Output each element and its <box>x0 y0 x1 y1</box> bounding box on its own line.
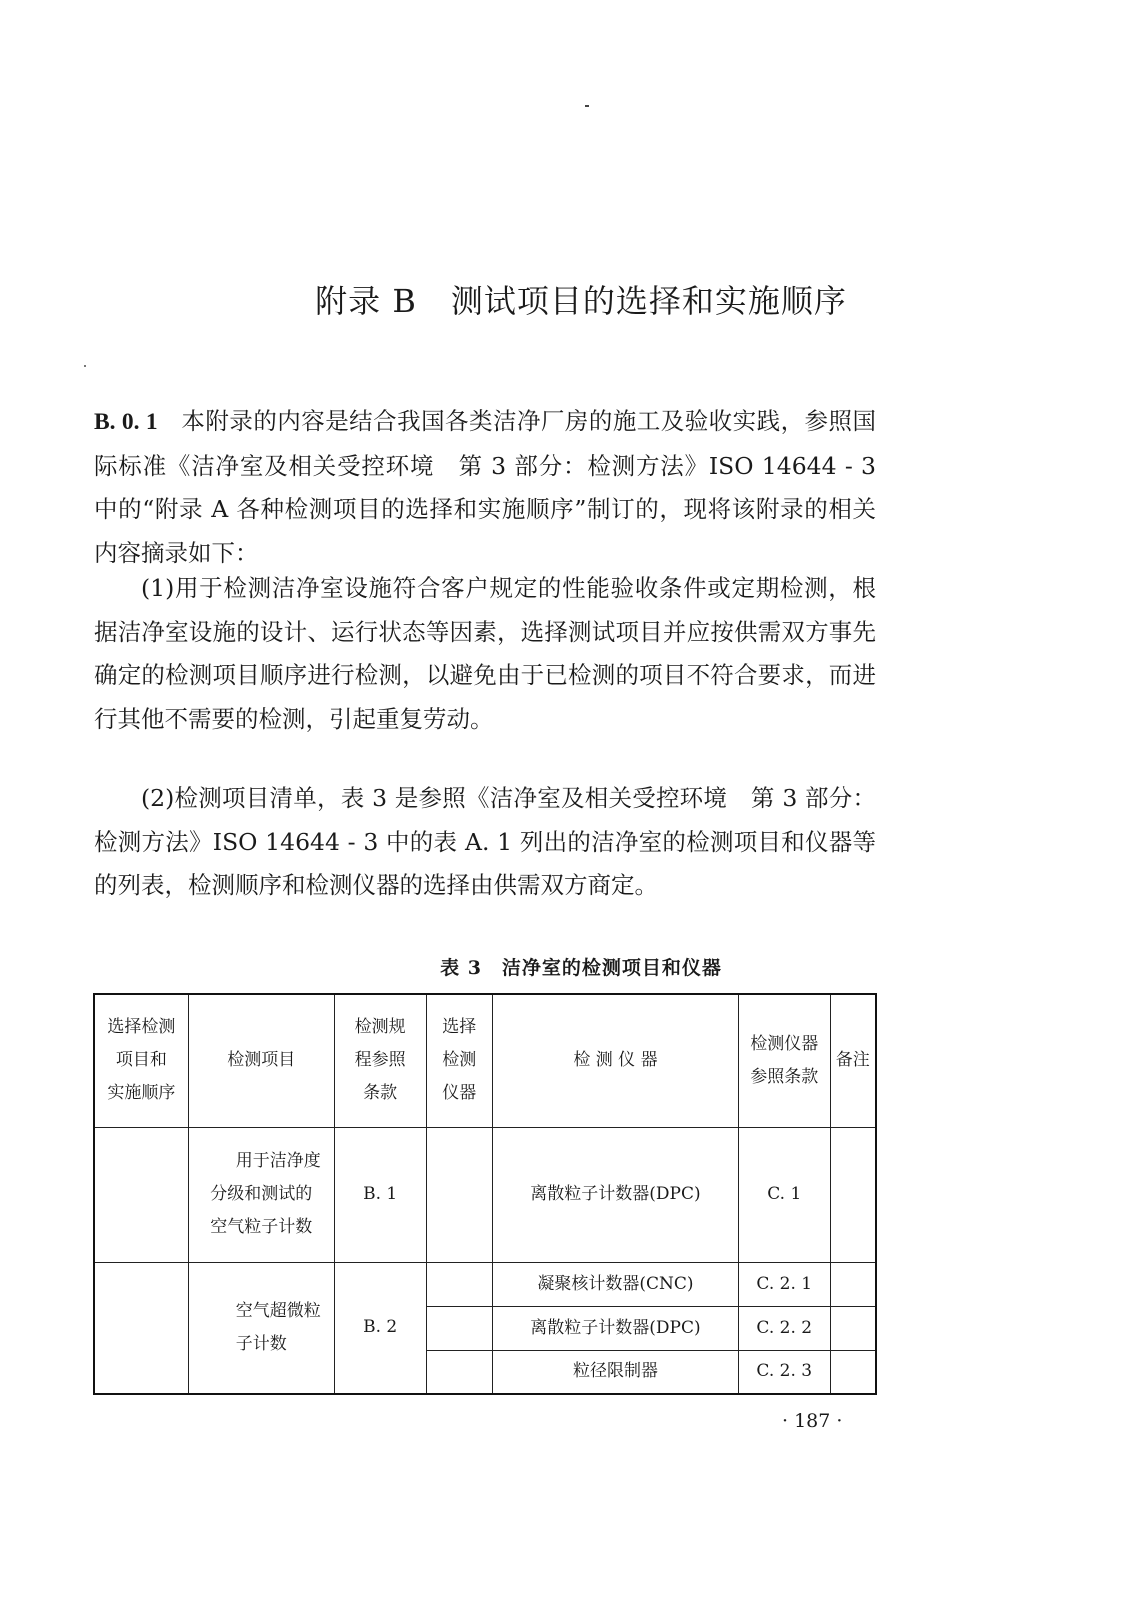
cell-instrument-clause: C. 2. 2 <box>738 1306 830 1350</box>
paragraph-item-1: (1)用于检测洁净室设施符合客户规定的性能验收条件或定期检测，根据洁净室设施的设计、运行状态等因素，选择测试项目并应按供需双方事先确定的检测项目顺序进行检测，以避免由于已检测的项目不符合要求，而进行其他不需要的检测，引起重复劳动。 <box>94 574 876 733</box>
cell-instrument: 离散粒子计数器(DPC) <box>493 1306 739 1350</box>
cell-select <box>426 1306 493 1350</box>
cell-remark <box>830 1127 876 1262</box>
cell-remark <box>830 1262 876 1306</box>
cell-instrument: 凝聚核计数器(CNC) <box>493 1262 739 1306</box>
page-number: · 187 · <box>782 1410 843 1432</box>
table-row <box>94 1262 876 1306</box>
table-caption: 表 3 洁净室的检测项目和仪器 <box>440 957 722 979</box>
header-instrument: 检 测 仪 器 <box>493 994 739 1127</box>
cell-clause: B. 1 <box>334 1127 426 1262</box>
cell-clause: B. 2 <box>334 1262 426 1394</box>
paragraph-b01 <box>94 400 876 575</box>
scan-speck <box>84 365 86 367</box>
cell-select <box>426 1350 493 1394</box>
cell-order <box>94 1262 188 1394</box>
cell-instrument-clause: C. 2. 1 <box>738 1262 830 1306</box>
cell-instrument: 离散粒子计数器(DPC) <box>493 1127 739 1262</box>
appendix-label: 附录 B <box>315 282 417 320</box>
cell-order <box>94 1127 188 1262</box>
cell-item: 用于洁净度 分级和测试的 空气粒子计数 <box>188 1127 334 1262</box>
header-remark: 备注 <box>830 994 876 1127</box>
clause-number: B. 0. 1 <box>94 409 158 435</box>
header-order: 选择检测 项目和 实施顺序 <box>94 994 188 1127</box>
inspection-table <box>93 993 877 1395</box>
paragraph-item-2: (2)检测项目清单，表 3 是参照《洁净室及相关受控环境 第 3 部分：检测方法》ISO 14644 - 3 中的表 A. 1 列出的洁净室的检测项目和仪器等的列表，检测顺序和检测仪器的选择由供需双方商定。 <box>94 784 876 899</box>
cell-select <box>426 1127 493 1262</box>
cell-instrument: 粒径限制器 <box>493 1350 739 1394</box>
cell-item: 空气超微粒 子计数 <box>188 1262 334 1394</box>
cell-instrument-clause: C. 1 <box>738 1127 830 1262</box>
table-header-row <box>94 994 876 1127</box>
header-clause: 检测规 程参照 条款 <box>334 994 426 1127</box>
header-select: 选择 检测 仪器 <box>426 994 493 1127</box>
cell-select <box>426 1262 493 1306</box>
clause-text: 本附录的内容是结合我国各类洁净厂房的施工及验收实践，参照国际标准《洁净室及相关受控环境 第 3 部分：检测方法》ISO 14644 - 3 中的“附录 A 各种检测项目的选择和实施顺序”制订的，现将该附录的相关内容摘录如下： <box>94 407 876 567</box>
scan-speck <box>585 105 589 107</box>
table-row <box>94 1127 876 1262</box>
cell-remark <box>830 1306 876 1350</box>
header-item: 检测项目 <box>188 994 334 1127</box>
cell-remark <box>830 1350 876 1394</box>
cell-instrument-clause: C. 2. 3 <box>738 1350 830 1394</box>
appendix-title <box>0 276 1142 322</box>
header-instrument-clause: 检测仪器 参照条款 <box>738 994 830 1127</box>
appendix-title-text: 测试项目的选择和实施顺序 <box>450 282 847 320</box>
